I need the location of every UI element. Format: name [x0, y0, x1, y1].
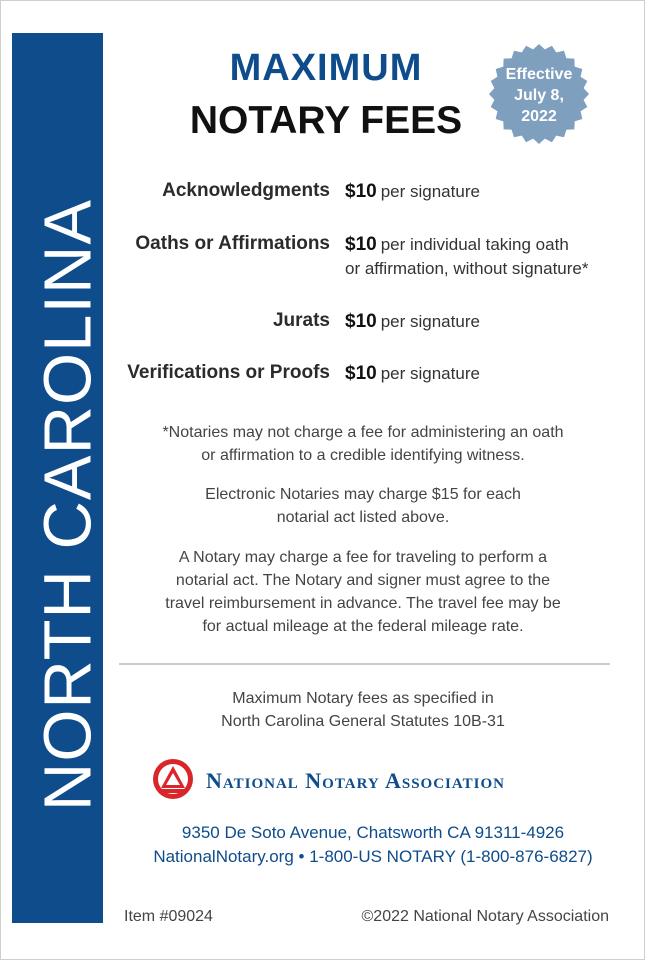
- state-name: NORTH CAROLINA: [30, 198, 106, 812]
- badge-line-effective: Effective: [505, 66, 573, 83]
- item-number: Item #09024: [124, 908, 213, 925]
- fee-description: per signature: [380, 364, 480, 383]
- fee-label: Jurats: [272, 310, 330, 331]
- note-line: notarial act listed above.: [276, 509, 450, 526]
- statute-reference: [123, 687, 603, 733]
- fee-description: per signature: [380, 182, 480, 201]
- divider: [119, 663, 610, 665]
- note-line: A Notary may charge a fee for traveling to perform a: [178, 549, 548, 566]
- travel-note: [123, 546, 603, 638]
- statute-line: North Carolina General Statutes 10B-31: [221, 713, 505, 730]
- nna-logo-icon: [152, 758, 194, 800]
- fee-description: per individual taking oath: [380, 235, 569, 254]
- witness-note: [123, 421, 603, 467]
- fee-description-cont: or affirmation, without signature*: [345, 259, 589, 278]
- electronic-note: [123, 483, 603, 529]
- fee-amount: $10: [345, 363, 377, 384]
- badge-line-year: 2022: [521, 108, 557, 125]
- fee-description: per signature: [380, 312, 480, 331]
- state-banner: [12, 33, 106, 923]
- title-maximum: MAXIMUM: [229, 47, 423, 89]
- fee-amount: $10: [345, 181, 377, 202]
- badge-line-date: July 8,: [514, 87, 564, 104]
- statute-line: Maximum Notary fees as specified in: [232, 690, 494, 707]
- organization-name: National Notary Association: [206, 768, 505, 793]
- note-line: *Notaries may not charge a fee for administering an oath: [162, 424, 564, 441]
- note-line: notarial act. The Notary and signer must agree to the: [175, 572, 551, 589]
- note-line: Electronic Notaries may charge $15 for each: [205, 486, 521, 503]
- organization-contact: [113, 821, 633, 869]
- fee-amount: $10: [345, 311, 377, 332]
- note-line: travel reimbursement in advance. The travel fee may be: [165, 595, 561, 612]
- effective-date-badge: [489, 44, 589, 144]
- note-line: for actual mileage at the federal mileage rate.: [202, 618, 524, 635]
- fee-label: Acknowledgments: [162, 180, 330, 201]
- contact-line: NationalNotary.org • 1-800-US NOTARY (1-800-876-6827): [153, 847, 593, 866]
- copyright: ©2022 National Notary Association: [361, 908, 609, 925]
- fee-label: Verifications or Proofs: [127, 362, 330, 383]
- title-notary-fees: NOTARY FEES: [189, 99, 463, 142]
- note-line: or affirmation to a credible identifying witness.: [201, 447, 525, 464]
- fee-label: Oaths or Affirmations: [135, 233, 330, 254]
- address-line: 9350 De Soto Avenue, Chatsworth CA 91311-4926: [181, 823, 565, 842]
- fee-amount: $10: [345, 234, 377, 255]
